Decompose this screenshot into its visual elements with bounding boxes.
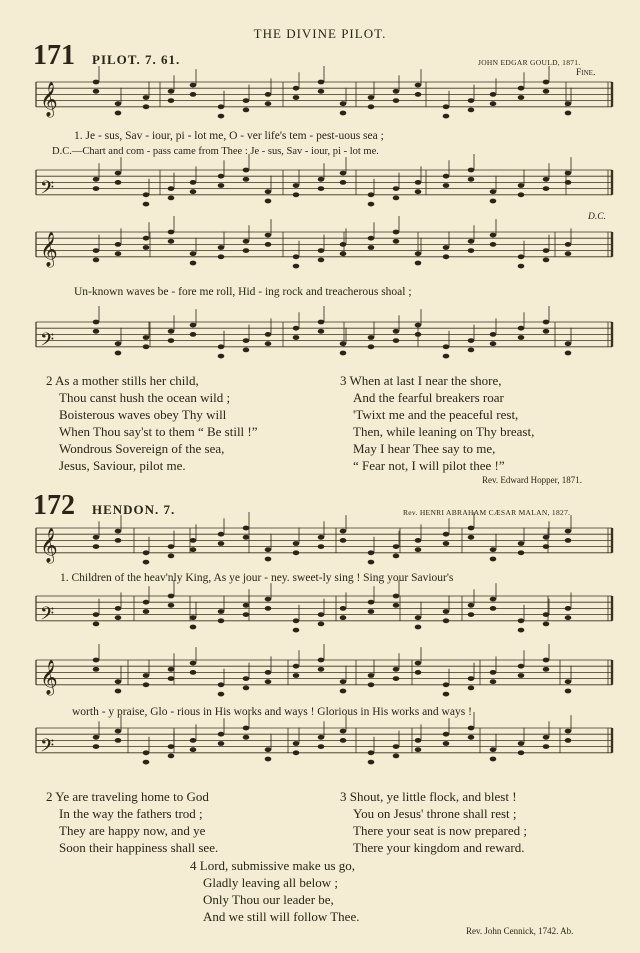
verse-2: 2 As a mother stills her child, Thou canst hush the ocean wild ; Boisterous waves obey Thy will When Thou say'st to them “ Be still !” Wondrous Sovereign of the sea, Jesus, Saviour, pilot me.	[46, 373, 258, 473]
hymn-number: 171	[33, 40, 75, 71]
hymn-number: 172	[33, 490, 75, 521]
tune-name: HENDON. 7.	[92, 502, 176, 517]
page-title: THE DIVINE PILOT.	[253, 26, 387, 41]
svg-text:𝄞: 𝄞	[40, 659, 58, 695]
svg-text:𝄢: 𝄢	[40, 735, 55, 761]
dc-mark: D.C.	[588, 212, 606, 222]
verse-4: 4 Lord, submissive make us go, Gladly leaving all below ; Only Thou our leader be, And we still will follow Thee.	[190, 858, 360, 924]
svg-text:𝄞: 𝄞	[40, 527, 58, 563]
composer: Rev. HENRI ABRAHAM CÆSAR MALAN, 1827.	[403, 508, 571, 517]
svg-text:𝄢: 𝄢	[40, 603, 55, 629]
tune-name: PILOT. 7. 61.	[92, 52, 181, 67]
lyric-line: Un-known waves be - fore me roll, Hid - ing rock and treacherous shoal ;	[74, 286, 412, 298]
lyric-line: D.C.—Chart and com - pass came from Thee : Je - sus, Sav - iour, pi - lot me.	[52, 146, 379, 157]
fine-mark: Fine.	[576, 68, 596, 78]
verse-3: 3 When at last I near the shore, And the fearful breakers roar 'Twixt me and the peaceful rest, Then, while leaning on Thy breast, May I hear Thee say to me, “ Fear not, I will pilot thee !”	[340, 373, 535, 473]
lyric-line: worth - y praise, Glo - rious in His works and ways ! Glorious in His works and ways !	[72, 706, 472, 718]
composer: JOHN EDGAR GOULD, 1871.	[478, 58, 581, 67]
lyric-line: 1. Children of the heav'nly King, As ye jour - ney. sweet-ly sing ! Sing your Saviour's	[60, 572, 454, 584]
verse-2: 2 Ye are traveling home to God In the way the fathers trod ; They are happy now, and ye Soon their happiness shall see.	[46, 789, 219, 855]
svg-text:𝄞: 𝄞	[40, 81, 58, 117]
svg-text:𝄢: 𝄢	[40, 177, 55, 203]
verse-3: 3 Shout, ye little flock, and blest ! You on Jesus' throne shall rest ; There your seat is now prepared ; There your kingdom and reward.	[340, 789, 527, 855]
svg-text:𝄢: 𝄢	[40, 329, 55, 355]
author: Rev. Edward Hopper, 1871.	[482, 475, 583, 485]
lyric-line: 1. Je - sus, Sav - iour, pi - lot me, O - ver life's tem - pest-uous sea ;	[74, 130, 384, 142]
svg-text:𝄞: 𝄞	[40, 231, 58, 267]
author: Rev. John Cennick, 1742. Ab.	[466, 926, 574, 936]
